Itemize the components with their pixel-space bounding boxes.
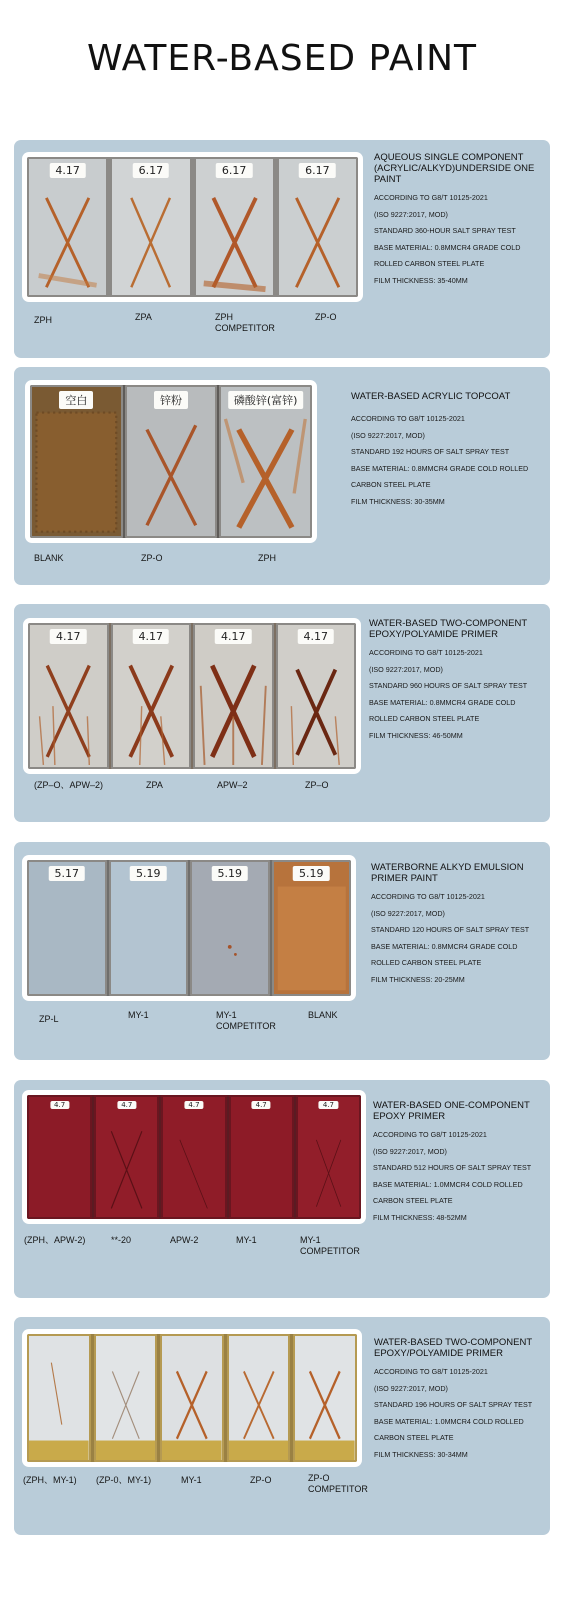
test-card-1 bbox=[14, 140, 550, 358]
test-description-5 bbox=[373, 1100, 548, 1230]
sample-label: ZP-L bbox=[39, 1014, 59, 1024]
sample-label: ZPA bbox=[135, 312, 152, 322]
spec-line: STANDARD 960 HOURS OF SALT SPRAY TEST bbox=[369, 681, 528, 690]
spec-line: BASE MATERIAL: 0.8MMCR4 GRADE COLD bbox=[369, 697, 516, 707]
test-description-3 bbox=[369, 618, 544, 748]
spec-line: ACCORDING TO G8/T 10125-2021 bbox=[351, 414, 465, 423]
section-title: WATER-BASED TWO-COMPONENT EPOXY/POLYAMIDE PRIMER bbox=[369, 618, 527, 640]
test-panel: 4.7 bbox=[229, 1095, 294, 1219]
sample-label: ZPH bbox=[258, 553, 276, 563]
section-title: WATER-BASED ONE-COMPONENT EPOXY PRIMER bbox=[373, 1100, 530, 1122]
test-panel: 锌粉 bbox=[125, 385, 218, 538]
sample-label: (ZP–O、APW–2) bbox=[34, 780, 104, 790]
spec-line: FILM THICKNESS: 20-25MM bbox=[371, 974, 465, 984]
spec-line: CARBON STEEL PLATE bbox=[374, 1433, 454, 1442]
test-panel: 4.17 bbox=[111, 623, 192, 769]
spec-line: ACCORDING TO G8/T 10125-2021 bbox=[374, 1367, 488, 1376]
spec-line: ROLLED CARBON STEEL PLATE bbox=[369, 714, 480, 723]
section-title: WATERBORNE ALKYD EMULSION PRIMER PAINT bbox=[371, 862, 524, 884]
test-panel: 5.19 bbox=[190, 860, 270, 996]
sample-label: APW–2 bbox=[217, 780, 248, 790]
sample-label: ZP-O bbox=[250, 1475, 272, 1485]
spec-line: STANDARD 196 HOURS OF SALT SPRAY TEST bbox=[374, 1400, 533, 1409]
test-photo-5 bbox=[22, 1090, 366, 1224]
sample-label: MY-1 bbox=[236, 1235, 257, 1245]
test-panel: 4.17 bbox=[193, 623, 274, 769]
section-title: WATER-BASED ACRYLIC TOPCOAT bbox=[351, 391, 511, 402]
spec-line: (ISO 9227:2017, MOD) bbox=[351, 430, 425, 440]
sample-label: **-20 bbox=[111, 1235, 132, 1245]
sample-label: MY-1 bbox=[128, 1010, 149, 1020]
test-panel: 空白 bbox=[30, 385, 123, 538]
test-panel bbox=[160, 1334, 224, 1462]
spec-line: STANDARD 192 HOURS OF SALT SPRAY TEST bbox=[351, 447, 510, 456]
sample-label: MY-1 bbox=[181, 1475, 202, 1485]
spec-line: CARBON STEEL PLATE bbox=[351, 480, 431, 489]
spec-line: (ISO 9227:2017, MOD) bbox=[373, 1146, 447, 1156]
test-photo-2 bbox=[25, 380, 317, 543]
test-description-6 bbox=[374, 1337, 549, 1467]
spec-line: ROLLED CARBON STEEL PLATE bbox=[374, 259, 485, 268]
sample-label: MY-1 COMPETITOR bbox=[300, 1235, 360, 1256]
test-photo-6 bbox=[22, 1329, 362, 1467]
sample-label: ZPH COMPETITOR bbox=[215, 312, 275, 333]
spec-line: ACCORDING TO G8/T 10125-2021 bbox=[369, 648, 483, 657]
section-title: AQUEOUS SINGLE COMPONENT (ACRYLIC/ALKYD)UNDERSIDE ONE PAINT bbox=[374, 152, 535, 185]
spec-line: (ISO 9227:2017, MOD) bbox=[374, 209, 448, 219]
test-photo-3 bbox=[23, 618, 361, 774]
sample-label: (ZPH、MY-1) bbox=[23, 1475, 77, 1485]
test-panel bbox=[293, 1334, 357, 1462]
test-card-4 bbox=[14, 842, 550, 1060]
sample-label: ZP–O bbox=[305, 780, 329, 790]
spec-line: FILM THICKNESS: 30-34MM bbox=[374, 1449, 468, 1459]
test-panel: 4.7 bbox=[161, 1095, 226, 1219]
sample-label: ZP-O bbox=[315, 312, 337, 322]
test-description-4 bbox=[371, 862, 546, 992]
test-panel: 4.7 bbox=[94, 1095, 159, 1219]
sample-label: BLANK bbox=[308, 1010, 338, 1020]
test-card-5 bbox=[14, 1080, 550, 1298]
sample-label: ZP-O COMPETITOR bbox=[308, 1473, 368, 1494]
sample-label: BLANK bbox=[34, 553, 64, 563]
test-panel: 4.7 bbox=[27, 1095, 92, 1219]
sample-label: (ZPH、APW-2) bbox=[24, 1235, 86, 1245]
test-description-2 bbox=[351, 391, 541, 514]
test-panel bbox=[27, 1334, 91, 1462]
spec-line: (ISO 9227:2017, MOD) bbox=[369, 664, 443, 674]
spec-line: BASE MATERIAL: 0.8MMCR4 GRADE COLD bbox=[374, 242, 521, 252]
test-photo-4 bbox=[22, 855, 356, 1001]
test-panel: 4.17 bbox=[276, 623, 357, 769]
test-panel: 4.17 bbox=[28, 623, 109, 769]
test-card-2 bbox=[14, 367, 550, 585]
sample-label: MY-1 COMPETITOR bbox=[216, 1010, 276, 1031]
test-panel: 磷酸锌(富锌) bbox=[219, 385, 312, 538]
test-photo-1 bbox=[22, 152, 363, 302]
sample-label: ZPA bbox=[146, 780, 163, 790]
spec-line: BASE MATERIAL: 1.0MMCR4 COLD ROLLED bbox=[373, 1179, 523, 1189]
test-panel: 4.17 bbox=[27, 157, 108, 297]
spec-line: STANDARD 512 HOURS OF SALT SPRAY TEST bbox=[373, 1163, 532, 1172]
spec-line: STANDARD 360-HOUR SALT SPRAY TEST bbox=[374, 226, 516, 235]
test-card-6 bbox=[14, 1317, 550, 1535]
section-title: WATER-BASED TWO-COMPONENT EPOXY/POLYAMIDE PRIMER bbox=[374, 1337, 532, 1359]
spec-line: (ISO 9227:2017, MOD) bbox=[374, 1383, 448, 1393]
sample-label: (ZP-0、MY-1) bbox=[96, 1475, 152, 1485]
spec-line: ROLLED CARBON STEEL PLATE bbox=[371, 958, 482, 967]
spec-line: ACCORDING TO G8/T 10125-2021 bbox=[374, 193, 488, 202]
spec-line: CARBON STEEL PLATE bbox=[373, 1196, 453, 1205]
sample-label: ZP-O bbox=[141, 553, 163, 563]
sample-label: ZPH bbox=[34, 315, 52, 325]
spec-line: ACCORDING TO G8/T 10125-2021 bbox=[371, 892, 485, 901]
spec-line: STANDARD 120 HOURS OF SALT SPRAY TEST bbox=[371, 925, 530, 934]
test-panel: 5.19 bbox=[109, 860, 189, 996]
spec-line: BASE MATERIAL: 0.8MMCR4 GRADE COLD bbox=[371, 941, 518, 951]
test-panel: 6.17 bbox=[194, 157, 275, 297]
test-panel: 5.17 bbox=[27, 860, 107, 996]
test-panel: 5.19 bbox=[272, 860, 352, 996]
test-panel bbox=[227, 1334, 291, 1462]
sample-label: APW-2 bbox=[170, 1235, 199, 1245]
spec-line: FILM THICKNESS: 30-35MM bbox=[351, 496, 445, 506]
spec-line: FILM THICKNESS: 48-52MM bbox=[373, 1212, 467, 1222]
spec-line: FILM THICKNESS: 35-40MM bbox=[374, 275, 468, 285]
spec-line: FILM THICKNESS: 46-50MM bbox=[369, 730, 463, 740]
page-title: WATER-BASED PAINT bbox=[86, 38, 478, 79]
spec-line: BASE MATERIAL: 1.0MMCR4 COLD ROLLED bbox=[374, 1416, 524, 1426]
test-panel: 4.7 bbox=[296, 1095, 361, 1219]
spec-line: ACCORDING TO G8/T 10125-2021 bbox=[373, 1130, 487, 1139]
test-panel bbox=[94, 1334, 158, 1462]
spec-line: (ISO 9227:2017, MOD) bbox=[371, 908, 445, 918]
test-description-1 bbox=[374, 152, 544, 293]
test-card-3 bbox=[14, 604, 550, 822]
spec-line: BASE MATERIAL: 0.8MMCR4 GRADE COLD ROLLED bbox=[351, 463, 529, 473]
test-panel: 6.17 bbox=[277, 157, 358, 297]
test-panel: 6.17 bbox=[110, 157, 191, 297]
